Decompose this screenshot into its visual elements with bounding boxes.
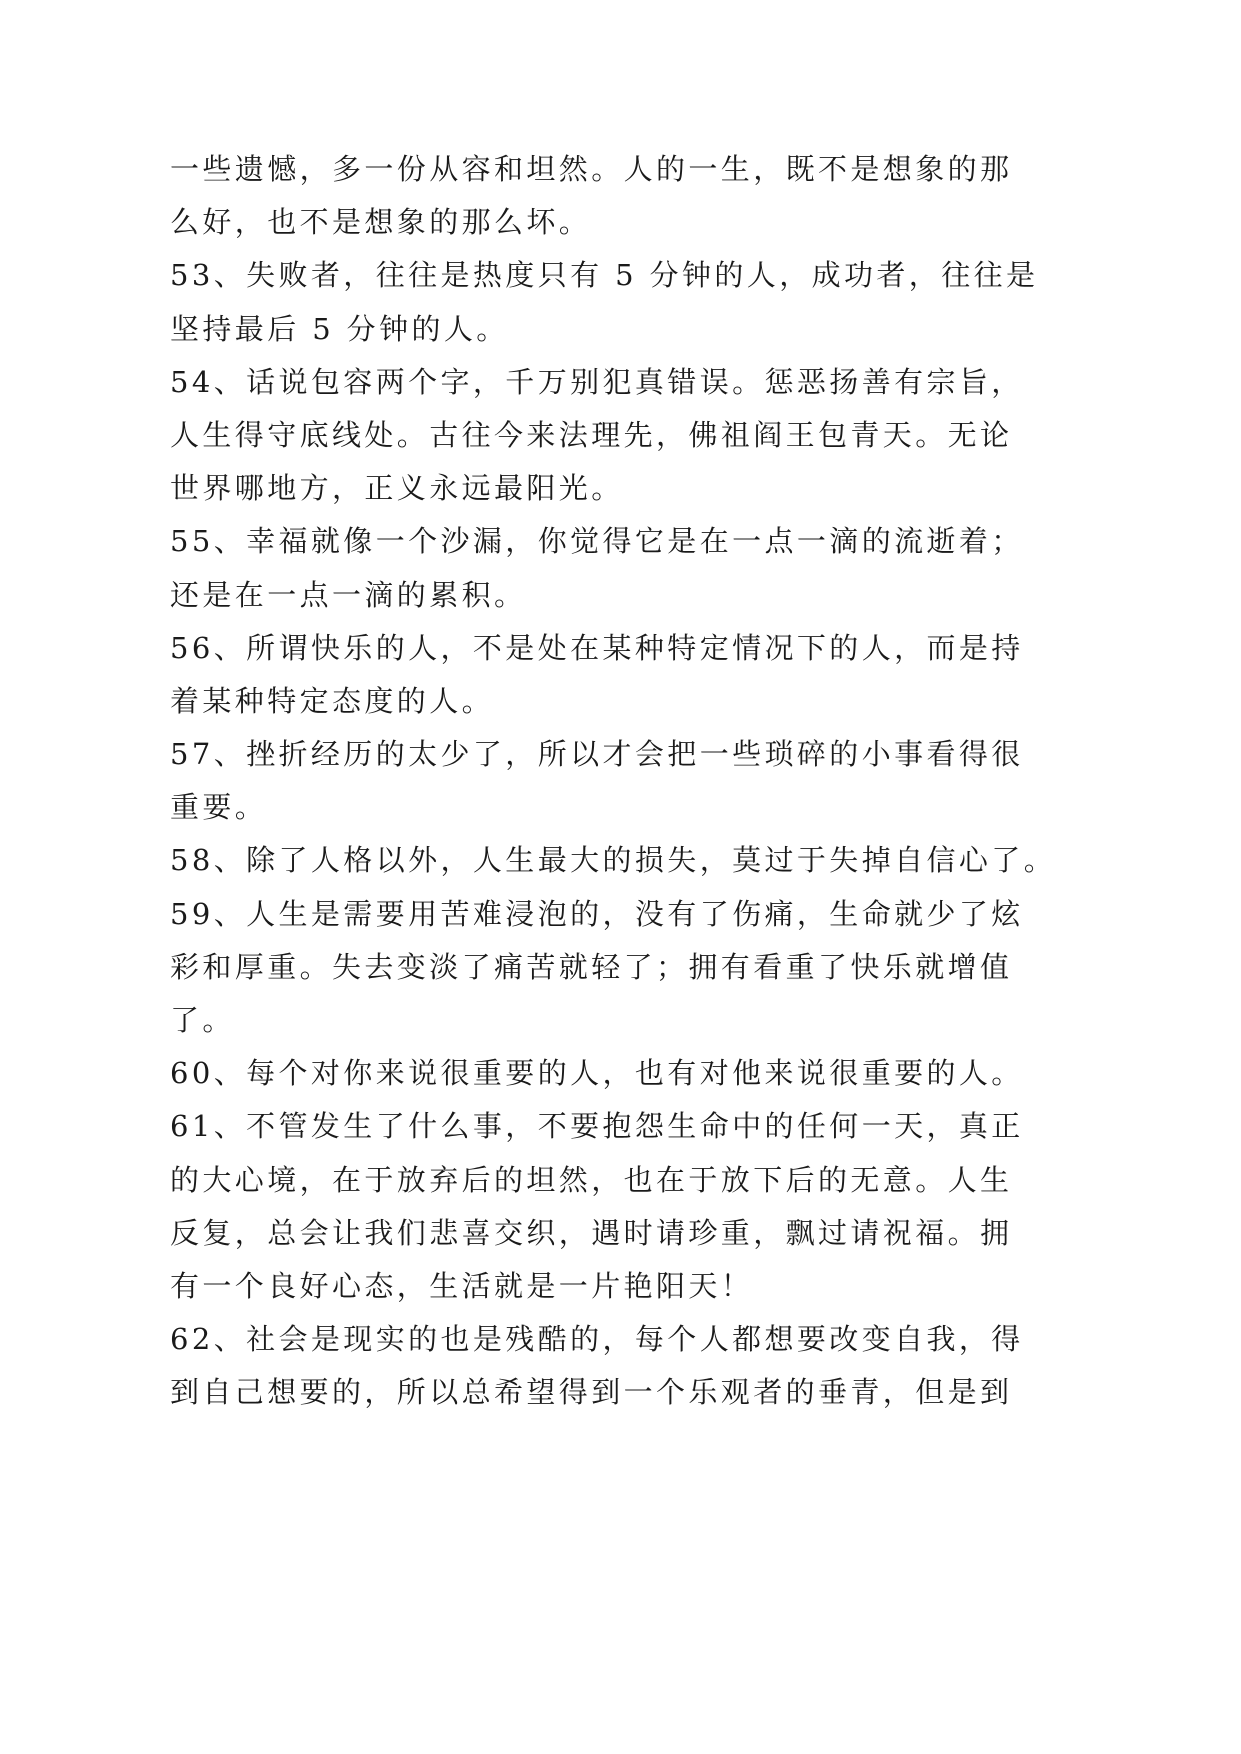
text-line: 一些遗憾，多一份从容和坦然。人的一生，既不是想象的那 — [170, 152, 1013, 186]
text-line: 彩和厚重。失去变淡了痛苦就轻了；拥有看重了快乐就增值 — [170, 949, 1013, 984]
document-body — [170, 143, 1057, 1420]
text-line: 么好，也不是想象的那么坏。 — [170, 205, 592, 240]
text-line: 58、除了人格以外，人生最大的损失，莫过于失掉自信心了。 — [170, 843, 1057, 878]
text-line: 坚持最后 5 分钟的人。 — [170, 311, 509, 346]
text-line: 反复，总会让我们悲喜交织，遇时请珍重，飘过请祝福。拥 — [170, 1215, 1013, 1250]
text-line: 世界哪地方，正义永远最阳光。 — [170, 471, 624, 506]
text-line: 54、话说包容两个字，千万别犯真错误。惩恶扬善有宗旨， — [170, 364, 1024, 399]
text-line: 62、社会是现实的也是残酷的，每个人都想要改变自我，得 — [170, 1322, 1024, 1357]
text-line: 的大心境，在于放弃后的坦然，也在于放下后的无意。人生 — [170, 1162, 1013, 1197]
text-line: 57、挫折经历的太少了，所以才会把一些琐碎的小事看得很 — [170, 737, 1024, 772]
text-line: 到自己想要的，所以总希望得到一个乐观者的垂青，但是到 — [170, 1375, 1013, 1410]
text-line: 53、失败者，往往是热度只有 5 分钟的人，成功者，往往是 — [170, 258, 1039, 293]
text-line: 59、人生是需要用苦难浸泡的，没有了伤痛，生命就少了炫 — [170, 896, 1024, 931]
text-line: 有一个良好心态，生活就是一片艳阳天！ — [170, 1268, 754, 1303]
text-line: 人生得守底线处。古往今来法理先，佛祖阎王包青天。无论 — [170, 417, 1013, 452]
text-line: 重要。 — [170, 790, 268, 825]
text-line: 还是在一点一滴的累积。 — [170, 577, 527, 612]
text-line: 60、每个对你来说很重要的人，也有对他来说很重要的人。 — [170, 1056, 1024, 1091]
text-line: 56、所谓快乐的人，不是处在某种特定情况下的人，而是持 — [170, 630, 1024, 665]
text-line: 55、幸福就像一个沙漏，你觉得它是在一点一滴的流逝着； — [170, 524, 1024, 559]
text-line: 61、不管发生了什么事，不要抱怨生命中的任何一天，真正 — [170, 1109, 1024, 1144]
text-line: 着某种特定态度的人。 — [170, 683, 495, 718]
text-line: 了。 — [170, 1003, 235, 1037]
